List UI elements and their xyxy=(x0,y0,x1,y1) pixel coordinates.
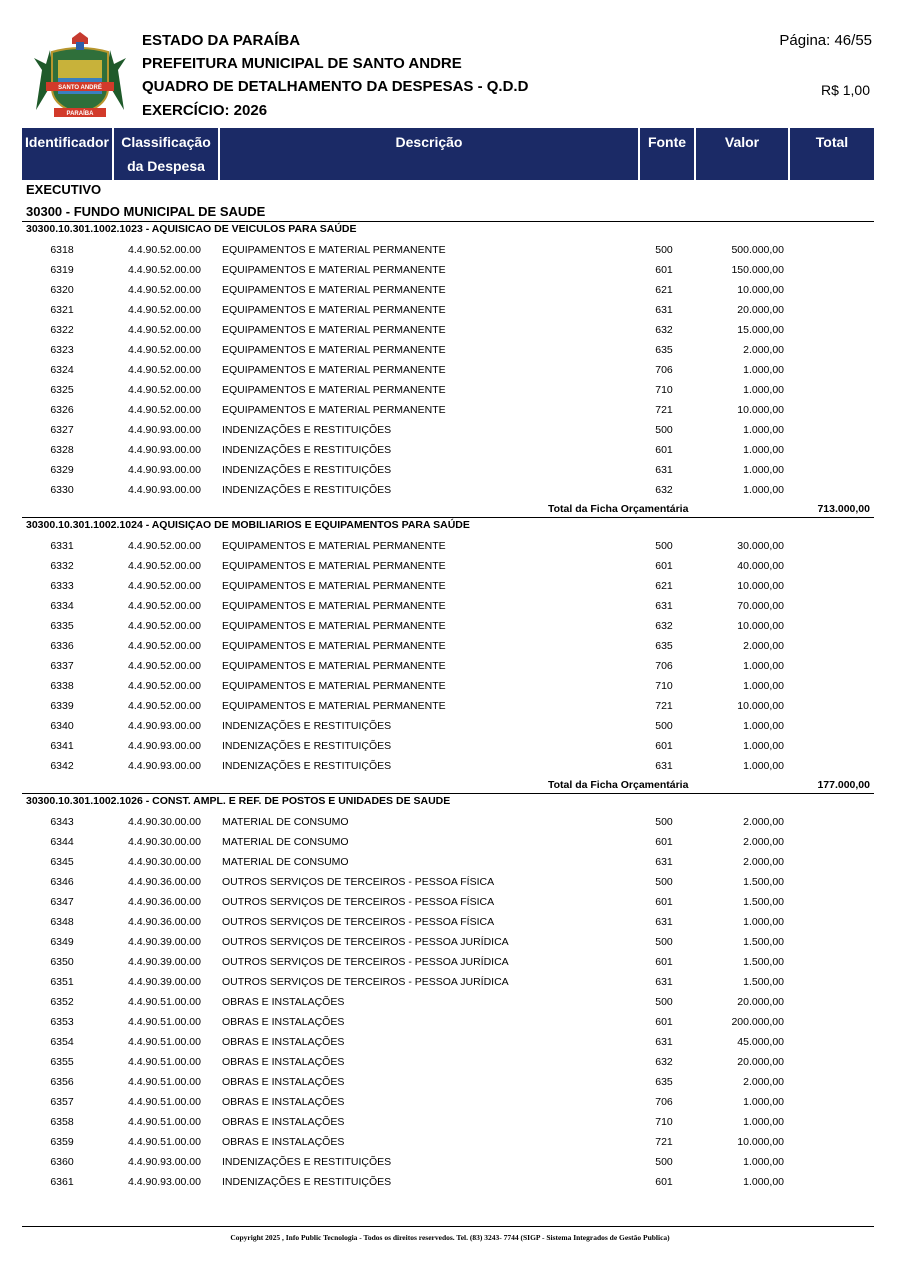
cell-classificacao: 4.4.90.51.00.00 xyxy=(128,1076,201,1088)
cell-descricao: INDENIZAÇÕES E RESTITUIÇÕES xyxy=(222,760,392,772)
table-row xyxy=(0,616,900,636)
cell-valor: 1.000,00 xyxy=(743,916,784,928)
cell-valor: 1.000,00 xyxy=(743,1116,784,1128)
cell-fonte: 635 xyxy=(655,1076,673,1088)
cell-identificador: 6352 xyxy=(50,996,74,1008)
cell-fonte: 500 xyxy=(655,720,673,732)
cell-descricao: INDENIZAÇÕES E RESTITUIÇÕES xyxy=(222,1176,392,1188)
cell-descricao: INDENIZAÇÕES E RESTITUIÇÕES xyxy=(222,1156,392,1168)
cell-valor: 2.000,00 xyxy=(743,836,784,848)
table-row xyxy=(0,696,900,716)
cell-classificacao: 4.4.90.36.00.00 xyxy=(128,916,201,928)
cell-descricao: EQUIPAMENTOS E MATERIAL PERMANENTE xyxy=(222,324,446,336)
cell-fonte: 631 xyxy=(655,760,673,772)
cell-valor: 2.000,00 xyxy=(743,1076,784,1088)
footer-divider xyxy=(22,1226,874,1227)
cell-classificacao: 4.4.90.52.00.00 xyxy=(128,620,201,632)
cell-descricao: INDENIZAÇÕES E RESTITUIÇÕES xyxy=(222,464,392,476)
cell-classificacao: 4.4.90.52.00.00 xyxy=(128,384,201,396)
cell-identificador: 6335 xyxy=(50,620,74,632)
cell-fonte: 631 xyxy=(655,1036,673,1048)
cell-classificacao: 4.4.90.52.00.00 xyxy=(128,700,201,712)
cell-valor: 1.000,00 xyxy=(743,680,784,692)
cell-fonte: 631 xyxy=(655,976,673,988)
cell-classificacao: 4.4.90.52.00.00 xyxy=(128,660,201,672)
section-title: 30300.10.301.1002.1023 - AQUISICAO DE VEICULOS PARA SAÚDE xyxy=(26,223,357,235)
table-row xyxy=(0,420,900,440)
cell-identificador: 6318 xyxy=(50,244,74,256)
table-row xyxy=(0,360,900,380)
currency-unit: R$ 1,00 xyxy=(820,82,870,98)
cell-identificador: 6356 xyxy=(50,1076,74,1088)
cell-classificacao: 4.4.90.36.00.00 xyxy=(128,896,201,908)
section-total-row xyxy=(0,501,900,517)
table-row xyxy=(0,536,900,556)
cell-fonte: 601 xyxy=(655,956,673,968)
section-divider xyxy=(22,793,874,794)
cell-identificador: 6347 xyxy=(50,896,74,908)
table-row xyxy=(0,716,900,736)
cell-classificacao: 4.4.90.51.00.00 xyxy=(128,1136,201,1148)
cell-identificador: 6332 xyxy=(50,560,74,572)
table-row xyxy=(0,240,900,260)
table-row xyxy=(0,576,900,596)
cell-identificador: 6360 xyxy=(50,1156,74,1168)
cell-valor: 1.000,00 xyxy=(743,424,784,436)
cell-descricao: OBRAS E INSTALAÇÕES xyxy=(222,1096,345,1108)
table-row xyxy=(0,656,900,676)
cell-valor: 30.000,00 xyxy=(737,540,784,552)
cell-identificador: 6333 xyxy=(50,580,74,592)
cell-identificador: 6330 xyxy=(50,484,74,496)
cell-fonte: 631 xyxy=(655,916,673,928)
section-total-row xyxy=(0,777,900,793)
table-row xyxy=(0,852,900,872)
cell-descricao: EQUIPAMENTOS E MATERIAL PERMANENTE xyxy=(222,284,446,296)
cell-fonte: 601 xyxy=(655,1016,673,1028)
cell-descricao: EQUIPAMENTOS E MATERIAL PERMANENTE xyxy=(222,660,446,672)
cell-identificador: 6325 xyxy=(50,384,74,396)
cell-valor: 45.000,00 xyxy=(737,1036,784,1048)
table-row xyxy=(0,300,900,320)
cell-descricao: EQUIPAMENTOS E MATERIAL PERMANENTE xyxy=(222,620,446,632)
cell-valor: 40.000,00 xyxy=(737,560,784,572)
cell-valor: 1.500,00 xyxy=(743,876,784,888)
cell-classificacao: 4.4.90.36.00.00 xyxy=(128,876,201,888)
cell-fonte: 601 xyxy=(655,740,673,752)
cell-descricao: EQUIPAMENTOS E MATERIAL PERMANENTE xyxy=(222,580,446,592)
cell-descricao: OBRAS E INSTALAÇÕES xyxy=(222,1016,345,1028)
cell-classificacao: 4.4.90.51.00.00 xyxy=(128,1056,201,1068)
cell-valor: 150.000,00 xyxy=(731,264,784,276)
table-header xyxy=(22,128,874,180)
cell-classificacao: 4.4.90.52.00.00 xyxy=(128,284,201,296)
cell-fonte: 621 xyxy=(655,284,673,296)
cell-descricao: OBRAS E INSTALAÇÕES xyxy=(222,1116,345,1128)
cell-classificacao: 4.4.90.52.00.00 xyxy=(128,600,201,612)
table-row xyxy=(0,280,900,300)
table-row xyxy=(0,1152,900,1172)
cell-classificacao: 4.4.90.52.00.00 xyxy=(128,560,201,572)
cell-classificacao: 4.4.90.30.00.00 xyxy=(128,856,201,868)
table-row xyxy=(0,380,900,400)
cell-classificacao: 4.4.90.39.00.00 xyxy=(128,976,201,988)
cell-classificacao: 4.4.90.52.00.00 xyxy=(128,680,201,692)
cell-identificador: 6341 xyxy=(50,740,74,752)
cell-fonte: 500 xyxy=(655,540,673,552)
fund-label: 30300 - FUNDO MUNICIPAL DE SAUDE xyxy=(26,204,266,219)
cell-descricao: OBRAS E INSTALAÇÕES xyxy=(222,996,345,1008)
cell-valor: 10.000,00 xyxy=(737,700,784,712)
table-row xyxy=(0,932,900,952)
cell-valor: 1.000,00 xyxy=(743,384,784,396)
cell-valor: 1.500,00 xyxy=(743,936,784,948)
table-row xyxy=(0,556,900,576)
cell-descricao: OUTROS SERVIÇOS DE TERCEIROS - PESSOA FÍSICA xyxy=(222,916,495,928)
cell-identificador: 6323 xyxy=(50,344,74,356)
table-row xyxy=(0,992,900,1012)
cell-fonte: 500 xyxy=(655,996,673,1008)
cell-classificacao: 4.4.90.39.00.00 xyxy=(128,956,201,968)
table-row xyxy=(0,1172,900,1192)
cell-fonte: 632 xyxy=(655,1056,673,1068)
cell-fonte: 635 xyxy=(655,344,673,356)
cell-valor: 1.000,00 xyxy=(743,484,784,496)
cell-valor: 1.000,00 xyxy=(743,660,784,672)
cell-fonte: 721 xyxy=(655,1136,673,1148)
cell-fonte: 710 xyxy=(655,680,673,692)
table-row xyxy=(0,1052,900,1072)
cell-valor: 1.500,00 xyxy=(743,976,784,988)
cell-valor: 10.000,00 xyxy=(737,404,784,416)
state-name: ESTADO DA PARAÍBA xyxy=(142,32,301,49)
cell-classificacao: 4.4.90.93.00.00 xyxy=(128,760,201,772)
cell-fonte: 706 xyxy=(655,1096,673,1108)
cell-descricao: INDENIZAÇÕES E RESTITUIÇÕES xyxy=(222,424,392,436)
table-row xyxy=(0,872,900,892)
cell-identificador: 6357 xyxy=(50,1096,74,1108)
section-title: 30300.10.301.1002.1026 - CONST. AMPL. E REF. DE POSTOS E UNIDADES DE SAUDE xyxy=(26,795,451,807)
cell-valor: 1.000,00 xyxy=(743,464,784,476)
cell-descricao: OBRAS E INSTALAÇÕES xyxy=(222,1136,345,1148)
section-divider xyxy=(22,517,874,518)
cell-fonte: 710 xyxy=(655,1116,673,1128)
section-title: 30300.10.301.1002.1024 - AQUISIÇAO DE MOBILIARIOS E EQUIPAMENTOS PARA SAÚDE xyxy=(26,519,470,531)
cell-classificacao: 4.4.90.51.00.00 xyxy=(128,996,201,1008)
table-row xyxy=(0,1092,900,1112)
cell-valor: 20.000,00 xyxy=(737,304,784,316)
cell-classificacao: 4.4.90.52.00.00 xyxy=(128,324,201,336)
cell-fonte: 635 xyxy=(655,640,673,652)
col-classificacao-line2: da Despesa xyxy=(127,158,205,174)
cell-identificador: 6320 xyxy=(50,284,74,296)
municipality-name: PREFEITURA MUNICIPAL DE SANTO ANDRE xyxy=(142,55,462,72)
fund-divider xyxy=(22,221,874,222)
cell-identificador: 6334 xyxy=(50,600,74,612)
footer-copyright: Copyright 2025 , Info Public Tecnologia - Todos os direitos reservedos. Tel. (83) 3243- 7744 (SIGP - Sistema Integrados de Gestão Publica) xyxy=(230,1233,670,1242)
cell-valor: 20.000,00 xyxy=(737,996,784,1008)
logo-banner-bottom: PARAÍBA xyxy=(66,111,94,117)
cell-valor: 1.000,00 xyxy=(743,720,784,732)
cell-fonte: 601 xyxy=(655,836,673,848)
cell-descricao: EQUIPAMENTOS E MATERIAL PERMANENTE xyxy=(222,264,446,276)
cell-fonte: 710 xyxy=(655,384,673,396)
table-row xyxy=(0,1032,900,1052)
total-value: 177.000,00 xyxy=(817,779,870,791)
cell-descricao: EQUIPAMENTOS E MATERIAL PERMANENTE xyxy=(222,344,446,356)
cell-fonte: 601 xyxy=(655,444,673,456)
cell-fonte: 631 xyxy=(655,856,673,868)
cell-descricao: EQUIPAMENTOS E MATERIAL PERMANENTE xyxy=(222,540,446,552)
cell-classificacao: 4.4.90.51.00.00 xyxy=(128,1096,201,1108)
cell-fonte: 632 xyxy=(655,324,673,336)
cell-identificador: 6340 xyxy=(50,720,74,732)
cell-valor: 10.000,00 xyxy=(737,580,784,592)
cell-valor: 200.000,00 xyxy=(731,1016,784,1028)
table-row xyxy=(0,400,900,420)
cell-identificador: 6354 xyxy=(50,1036,74,1048)
table-row xyxy=(0,320,900,340)
cell-identificador: 6343 xyxy=(50,816,74,828)
cell-descricao: INDENIZAÇÕES E RESTITUIÇÕES xyxy=(222,444,392,456)
page-number: Página: 46/55 xyxy=(779,32,872,49)
cell-descricao: OBRAS E INSTALAÇÕES xyxy=(222,1056,345,1068)
report-title: QUADRO DE DETALHAMENTO DA DESPESAS - Q.D.D xyxy=(142,78,529,95)
cell-fonte: 721 xyxy=(655,700,673,712)
cell-descricao: MATERIAL DE CONSUMO xyxy=(222,816,349,828)
cell-valor: 1.000,00 xyxy=(743,1176,784,1188)
cell-identificador: 6329 xyxy=(50,464,74,476)
cell-valor: 1.500,00 xyxy=(743,956,784,968)
exercise-year: EXERCÍCIO: 2026 xyxy=(142,102,268,119)
table-row xyxy=(0,440,900,460)
cell-classificacao: 4.4.90.52.00.00 xyxy=(128,580,201,592)
cell-identificador: 6359 xyxy=(50,1136,74,1148)
cell-fonte: 601 xyxy=(655,896,673,908)
cell-classificacao: 4.4.90.51.00.00 xyxy=(128,1116,201,1128)
table-row xyxy=(0,812,900,832)
cell-descricao: EQUIPAMENTOS E MATERIAL PERMANENTE xyxy=(222,384,446,396)
cell-identificador: 6348 xyxy=(50,916,74,928)
table-row xyxy=(0,340,900,360)
cell-valor: 20.000,00 xyxy=(737,1056,784,1068)
cell-descricao: EQUIPAMENTOS E MATERIAL PERMANENTE xyxy=(222,560,446,572)
cell-descricao: OUTROS SERVIÇOS DE TERCEIROS - PESSOA FÍSICA xyxy=(222,876,495,888)
cell-valor: 70.000,00 xyxy=(737,600,784,612)
cell-identificador: 6322 xyxy=(50,324,74,336)
cell-descricao: INDENIZAÇÕES E RESTITUIÇÕES xyxy=(222,720,392,732)
table-row xyxy=(0,460,900,480)
cell-identificador: 6342 xyxy=(50,760,74,772)
cell-valor: 500.000,00 xyxy=(731,244,784,256)
cell-fonte: 500 xyxy=(655,244,673,256)
cell-descricao: EQUIPAMENTOS E MATERIAL PERMANENTE xyxy=(222,304,446,316)
table-row xyxy=(0,480,900,500)
cell-identificador: 6345 xyxy=(50,856,74,868)
cell-fonte: 601 xyxy=(655,560,673,572)
table-row xyxy=(0,596,900,616)
cell-descricao: EQUIPAMENTOS E MATERIAL PERMANENTE xyxy=(222,600,446,612)
cell-fonte: 500 xyxy=(655,936,673,948)
cell-classificacao: 4.4.90.52.00.00 xyxy=(128,264,201,276)
cell-descricao: EQUIPAMENTOS E MATERIAL PERMANENTE xyxy=(222,640,446,652)
cell-valor: 1.000,00 xyxy=(743,444,784,456)
cell-identificador: 6337 xyxy=(50,660,74,672)
col-fonte: Fonte xyxy=(638,128,694,180)
table-row xyxy=(0,1012,900,1032)
cell-identificador: 6324 xyxy=(50,364,74,376)
cell-classificacao: 4.4.90.93.00.00 xyxy=(128,1156,201,1168)
cell-classificacao: 4.4.90.52.00.00 xyxy=(128,364,201,376)
cell-identificador: 6339 xyxy=(50,700,74,712)
total-value: 713.000,00 xyxy=(817,503,870,515)
cell-descricao: OBRAS E INSTALAÇÕES xyxy=(222,1036,345,1048)
cell-identificador: 6328 xyxy=(50,444,74,456)
cell-fonte: 631 xyxy=(655,600,673,612)
table-row xyxy=(0,636,900,656)
col-descricao: Descrição xyxy=(218,128,638,180)
cell-classificacao: 4.4.90.30.00.00 xyxy=(128,816,201,828)
cell-valor: 10.000,00 xyxy=(737,1136,784,1148)
cell-fonte: 500 xyxy=(655,876,673,888)
cell-identificador: 6327 xyxy=(50,424,74,436)
cell-identificador: 6344 xyxy=(50,836,74,848)
total-label: Total da Ficha Orçamentária xyxy=(548,503,689,515)
cell-descricao: EQUIPAMENTOS E MATERIAL PERMANENTE xyxy=(222,244,446,256)
logo-banner-top: SANTO ANDRÉ xyxy=(58,85,102,91)
cell-fonte: 631 xyxy=(655,464,673,476)
cell-descricao: EQUIPAMENTOS E MATERIAL PERMANENTE xyxy=(222,680,446,692)
cell-identificador: 6358 xyxy=(50,1116,74,1128)
cell-classificacao: 4.4.90.30.00.00 xyxy=(128,836,201,848)
cell-valor: 1.500,00 xyxy=(743,896,784,908)
cell-valor: 10.000,00 xyxy=(737,620,784,632)
cell-identificador: 6336 xyxy=(50,640,74,652)
power-label: EXECUTIVO xyxy=(26,182,102,197)
cell-fonte: 601 xyxy=(655,1176,673,1188)
cell-fonte: 500 xyxy=(655,424,673,436)
cell-valor: 2.000,00 xyxy=(743,856,784,868)
table-row xyxy=(0,1132,900,1152)
col-valor: Valor xyxy=(694,128,788,180)
cell-classificacao: 4.4.90.93.00.00 xyxy=(128,444,201,456)
cell-descricao: OBRAS E INSTALAÇÕES xyxy=(222,1076,345,1088)
cell-descricao: OUTROS SERVIÇOS DE TERCEIROS - PESSOA FÍSICA xyxy=(222,896,495,908)
cell-fonte: 632 xyxy=(655,620,673,632)
cell-fonte: 601 xyxy=(655,264,673,276)
table-row xyxy=(0,1072,900,1092)
cell-valor: 1.000,00 xyxy=(743,364,784,376)
cell-descricao: EQUIPAMENTOS E MATERIAL PERMANENTE xyxy=(222,700,446,712)
cell-valor: 2.000,00 xyxy=(743,816,784,828)
cell-valor: 15.000,00 xyxy=(737,324,784,336)
table-row xyxy=(0,736,900,756)
cell-identificador: 6338 xyxy=(50,680,74,692)
table-row xyxy=(0,952,900,972)
cell-valor: 1.000,00 xyxy=(743,1096,784,1108)
cell-classificacao: 4.4.90.52.00.00 xyxy=(128,304,201,316)
table-row xyxy=(0,972,900,992)
cell-identificador: 6361 xyxy=(50,1176,74,1188)
cell-fonte: 706 xyxy=(655,364,673,376)
cell-fonte: 632 xyxy=(655,484,673,496)
cell-descricao: MATERIAL DE CONSUMO xyxy=(222,836,349,848)
cell-identificador: 6319 xyxy=(50,264,74,276)
table-row xyxy=(0,832,900,852)
col-classificacao xyxy=(112,128,218,180)
table-row xyxy=(0,892,900,912)
cell-fonte: 500 xyxy=(655,816,673,828)
cell-identificador: 6353 xyxy=(50,1016,74,1028)
cell-descricao: MATERIAL DE CONSUMO xyxy=(222,856,349,868)
cell-fonte: 500 xyxy=(655,1156,673,1168)
cell-descricao: EQUIPAMENTOS E MATERIAL PERMANENTE xyxy=(222,364,446,376)
cell-classificacao: 4.4.90.93.00.00 xyxy=(128,740,201,752)
cell-fonte: 631 xyxy=(655,304,673,316)
cell-classificacao: 4.4.90.51.00.00 xyxy=(128,1016,201,1028)
cell-identificador: 6346 xyxy=(50,876,74,888)
cell-identificador: 6326 xyxy=(50,404,74,416)
cell-valor: 2.000,00 xyxy=(743,344,784,356)
table-row xyxy=(0,1112,900,1132)
cell-valor: 1.000,00 xyxy=(743,760,784,772)
cell-identificador: 6351 xyxy=(50,976,74,988)
cell-valor: 2.000,00 xyxy=(743,640,784,652)
cell-classificacao: 4.4.90.52.00.00 xyxy=(128,640,201,652)
cell-classificacao: 4.4.90.52.00.00 xyxy=(128,244,201,256)
cell-descricao: EQUIPAMENTOS E MATERIAL PERMANENTE xyxy=(222,404,446,416)
cell-valor: 1.000,00 xyxy=(743,1156,784,1168)
cell-valor: 1.000,00 xyxy=(743,740,784,752)
cell-descricao: INDENIZAÇÕES E RESTITUIÇÕES xyxy=(222,484,392,496)
cell-fonte: 706 xyxy=(655,660,673,672)
cell-classificacao: 4.4.90.93.00.00 xyxy=(128,1176,201,1188)
cell-descricao: OUTROS SERVIÇOS DE TERCEIROS - PESSOA JURÍDICA xyxy=(222,976,509,988)
cell-classificacao: 4.4.90.52.00.00 xyxy=(128,344,201,356)
cell-identificador: 6321 xyxy=(50,304,74,316)
cell-classificacao: 4.4.90.52.00.00 xyxy=(128,540,201,552)
cell-classificacao: 4.4.90.52.00.00 xyxy=(128,404,201,416)
cell-descricao: OUTROS SERVIÇOS DE TERCEIROS - PESSOA JURÍDICA xyxy=(222,936,509,948)
table-row xyxy=(0,912,900,932)
cell-fonte: 621 xyxy=(655,580,673,592)
col-classificacao-line1: Classificação xyxy=(121,134,211,150)
cell-identificador: 6331 xyxy=(50,540,74,552)
municipal-coat-of-arms-logo xyxy=(30,30,130,125)
cell-identificador: 6355 xyxy=(50,1056,74,1068)
cell-descricao: INDENIZAÇÕES E RESTITUIÇÕES xyxy=(222,740,392,752)
table-row xyxy=(0,676,900,696)
cell-classificacao: 4.4.90.51.00.00 xyxy=(128,1036,201,1048)
cell-classificacao: 4.4.90.93.00.00 xyxy=(128,464,201,476)
cell-classificacao: 4.4.90.93.00.00 xyxy=(128,484,201,496)
cell-valor: 10.000,00 xyxy=(737,284,784,296)
cell-descricao: OUTROS SERVIÇOS DE TERCEIROS - PESSOA JURÍDICA xyxy=(222,956,509,968)
cell-identificador: 6350 xyxy=(50,956,74,968)
table-row xyxy=(0,756,900,776)
cell-classificacao: 4.4.90.93.00.00 xyxy=(128,424,201,436)
cell-classificacao: 4.4.90.93.00.00 xyxy=(128,720,201,732)
col-identificador: Identificador xyxy=(24,134,109,150)
col-total: Total xyxy=(788,128,874,180)
total-label: Total da Ficha Orçamentária xyxy=(548,779,689,791)
cell-identificador: 6349 xyxy=(50,936,74,948)
cell-fonte: 721 xyxy=(655,404,673,416)
table-row xyxy=(0,260,900,280)
cell-classificacao: 4.4.90.39.00.00 xyxy=(128,936,201,948)
